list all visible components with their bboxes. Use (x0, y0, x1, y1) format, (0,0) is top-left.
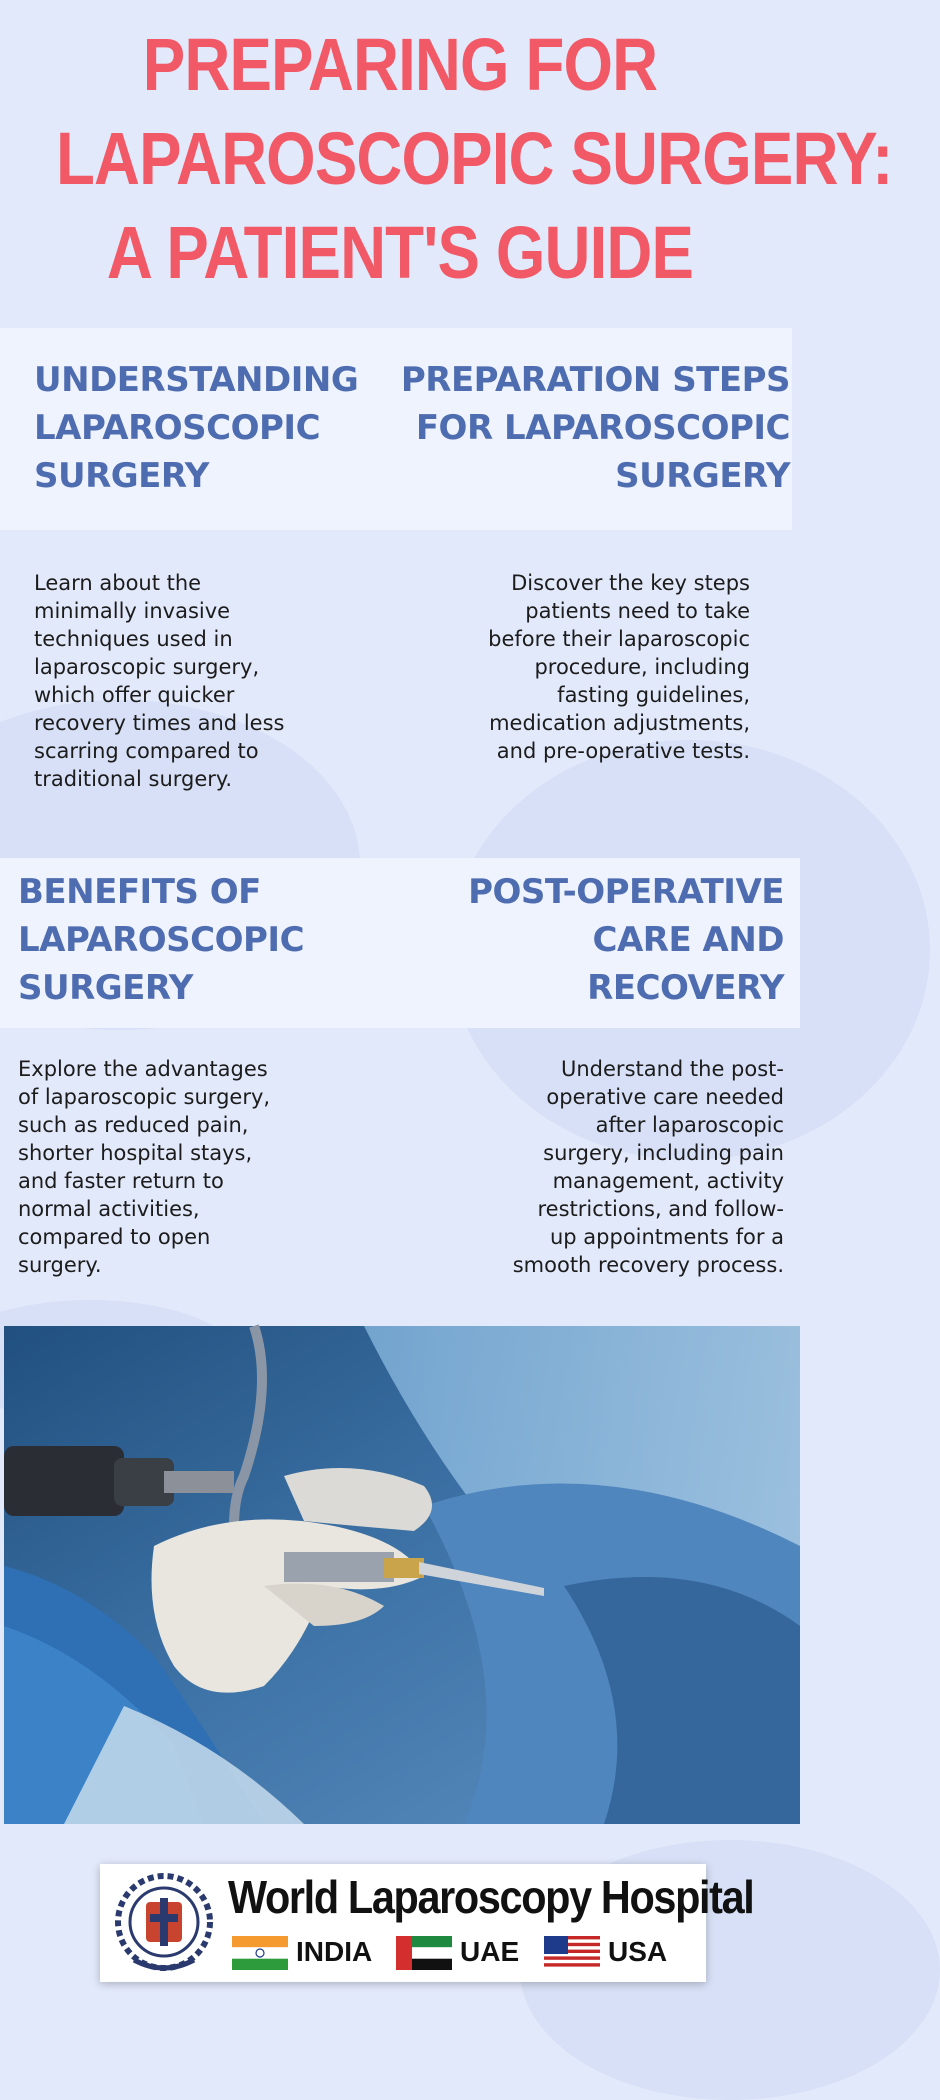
body-line: such as reduced pain, (18, 1113, 249, 1137)
country-uae: UAE (460, 1936, 520, 1967)
body-line: smooth recovery process. (512, 1253, 784, 1277)
section-heading-understanding (34, 356, 358, 500)
heading-line: LAPAROSCOPIC (34, 408, 321, 448)
section-body-benefits (18, 1055, 270, 1279)
heading-line: UNDERSTANDING (34, 360, 359, 400)
body-line: fasting guidelines, (557, 683, 750, 707)
heading-line: POST-OPERATIVE (468, 872, 784, 912)
heading-line: SURGERY (615, 456, 790, 496)
body-line: Explore the advantages (18, 1057, 268, 1081)
hospital-name: World Laparoscopy Hospital (228, 1871, 754, 1923)
usa-flag-icon (544, 1936, 600, 1970)
body-line: restrictions, and follow- (537, 1197, 784, 1221)
title-line: LAPAROSCOPIC SURGERY: (56, 117, 893, 200)
uae-flag-icon (396, 1936, 452, 1970)
title-line: A PATIENT'S GUIDE (106, 211, 694, 294)
india-flag-icon (232, 1936, 288, 1970)
body-line: Discover the key steps (511, 571, 750, 595)
body-line: Learn about the (34, 571, 202, 595)
heading-line: FOR LAPAROSCOPIC (415, 408, 790, 448)
body-line: medication adjustments, (489, 711, 750, 735)
body-line: operative care needed (546, 1085, 784, 1109)
hospital-logo (100, 1864, 754, 1982)
body-line: normal activities, (18, 1197, 200, 1221)
heading-line: PREPARATION STEPS (400, 360, 790, 400)
body-line: traditional surgery. (34, 767, 233, 791)
body-line: laparoscopic surgery, (34, 655, 260, 679)
section-body-preparation (488, 569, 750, 765)
body-line: and faster return to (18, 1169, 224, 1193)
body-line: techniques used in (34, 627, 233, 651)
body-line: procedure, including (534, 655, 750, 679)
body-line: Understand the post- (561, 1057, 784, 1081)
body-line: minimally invasive (34, 599, 231, 623)
surgery-photo (4, 1326, 800, 1824)
body-line: scarring compared to (34, 739, 259, 763)
heading-line: CARE AND (592, 920, 784, 960)
body-line: surgery. (18, 1253, 102, 1277)
body-line: compared to open (18, 1225, 211, 1249)
section-heading-benefits (18, 868, 304, 1012)
page-title (56, 18, 893, 300)
body-line: shorter hospital stays, (18, 1141, 253, 1165)
body-line: patients need to take (525, 599, 750, 623)
section-body-post-operative (513, 1055, 784, 1279)
body-line: management, activity (552, 1169, 784, 1193)
body-line: before their laparoscopic (488, 627, 750, 651)
country-india: INDIA (296, 1936, 373, 1967)
title-line: PREPARING FOR (142, 23, 658, 106)
laparoscopy-illustration (4, 1326, 800, 1824)
country-usa: USA (608, 1936, 668, 1967)
section-heading-post-operative (468, 868, 784, 1012)
body-line: and pre-operative tests. (496, 739, 750, 763)
body-line: surgery, including pain (543, 1141, 784, 1165)
body-line: recovery times and less (34, 711, 285, 735)
body-line: which offer quicker (34, 683, 235, 707)
body-line: after laparoscopic (595, 1113, 784, 1137)
section-heading-preparation (401, 356, 790, 500)
heading-line: LAPAROSCOPIC (18, 920, 305, 960)
heading-line: SURGERY (34, 456, 209, 496)
hospital-emblem-icon (104, 1864, 224, 1982)
body-line: of laparoscopic surgery, (18, 1085, 271, 1109)
heading-line: BENEFITS OF (18, 872, 261, 912)
body-line: up appointments for a (549, 1225, 784, 1249)
heading-line: SURGERY (18, 968, 193, 1008)
heading-line: RECOVERY (587, 968, 784, 1008)
section-body-understanding (34, 569, 284, 793)
